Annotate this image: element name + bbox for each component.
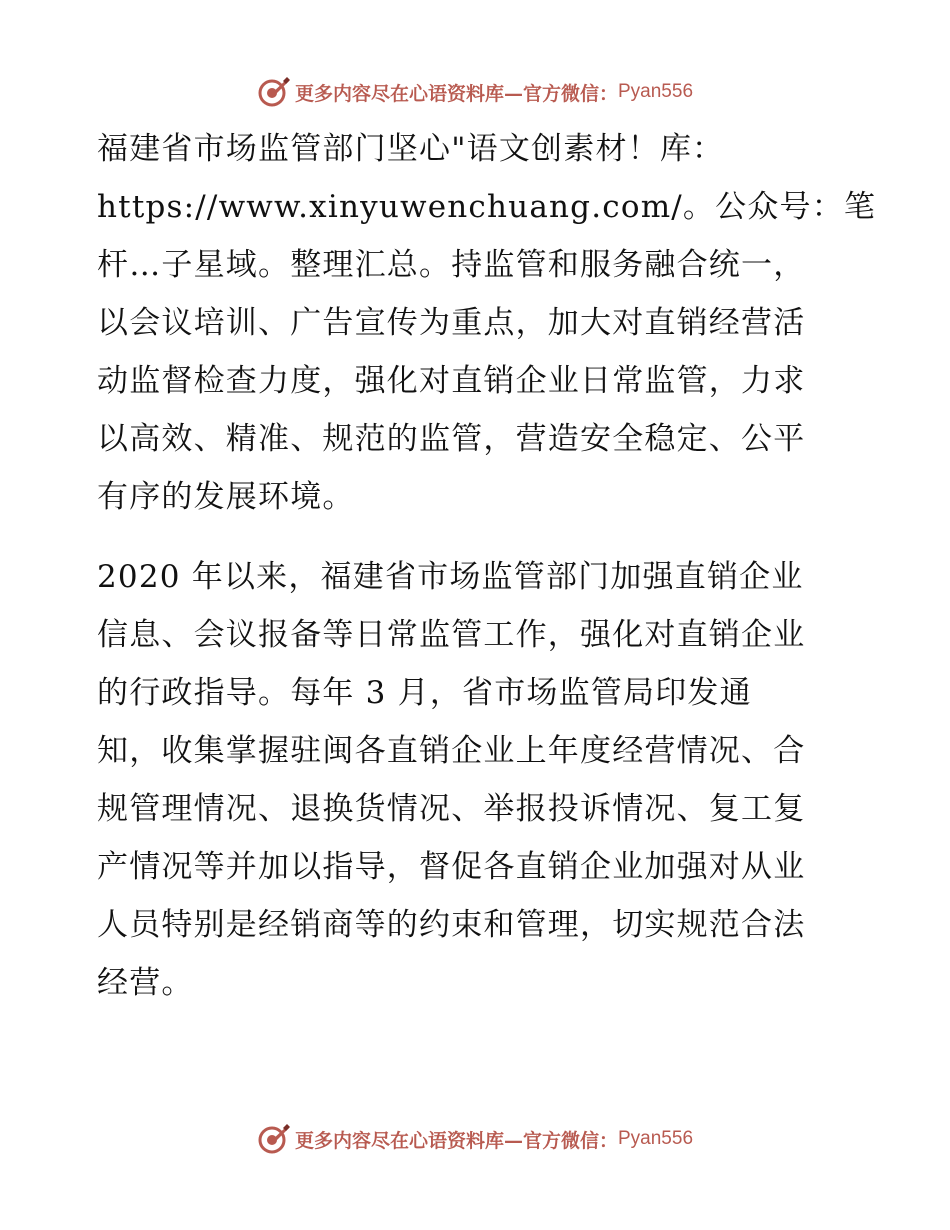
document-body xyxy=(97,120,877,1012)
footer-banner-text: 更多内容尽在心语资料库—官方微信： xyxy=(294,1129,618,1152)
paragraph-line: 有序的发展环境。 xyxy=(97,479,355,515)
paragraph-line: 知，收集掌握驻闽各直销企业上年度经营情况、合 xyxy=(97,733,806,769)
paragraph-line: 经营。 xyxy=(97,965,194,1001)
paragraph-line: 以高效、精准、规范的监管，营造安全稳定、公平 xyxy=(97,421,806,457)
paragraph-line: 规管理情况、退换货情况、举报投诉情况、复工复 xyxy=(97,791,806,827)
header-banner xyxy=(0,72,950,112)
paragraph-line: 福建省市场监管部门坚心"语文创素材！库： xyxy=(97,131,725,167)
brush-logo-icon xyxy=(257,1122,291,1156)
paragraph-line: 的行政指导。每年 3 月，省市场监管局印发通 xyxy=(97,675,752,711)
paragraph-line: 2020 年以来，福建省市场监管部门加强直销企业 xyxy=(97,559,804,595)
header-banner-text: 更多内容尽在心语资料库—官方微信： xyxy=(294,82,618,105)
paragraph-line: 以会议培训、广告宣传为重点，加大对直销经营活 xyxy=(97,305,806,341)
paragraph-line: https://www.xinyuwenchuang.com/。公众号：笔 xyxy=(97,189,877,225)
footer-banner xyxy=(0,1119,950,1159)
paragraph-1 xyxy=(97,120,877,526)
paragraph-line: 产情况等并加以指导，督促各直销企业加强对从业 xyxy=(97,849,806,885)
brush-logo-icon xyxy=(257,75,291,109)
paragraph-line: 动监督检查力度，强化对直销企业日常监管，力求 xyxy=(97,363,806,399)
paragraph-line: 信息、会议报备等日常监管工作，强化对直销企业 xyxy=(97,617,806,653)
paragraph-2 xyxy=(97,548,857,1012)
paragraph-line: 杆…子星域。整理汇总。持监管和服务融合统一， xyxy=(97,247,806,283)
header-banner-wechat-id: Pyan556 xyxy=(618,81,694,102)
paragraph-line: 人员特别是经销商等的约束和管理，切实规范合法 xyxy=(97,907,806,943)
footer-banner-wechat-id: Pyan556 xyxy=(618,1128,694,1149)
